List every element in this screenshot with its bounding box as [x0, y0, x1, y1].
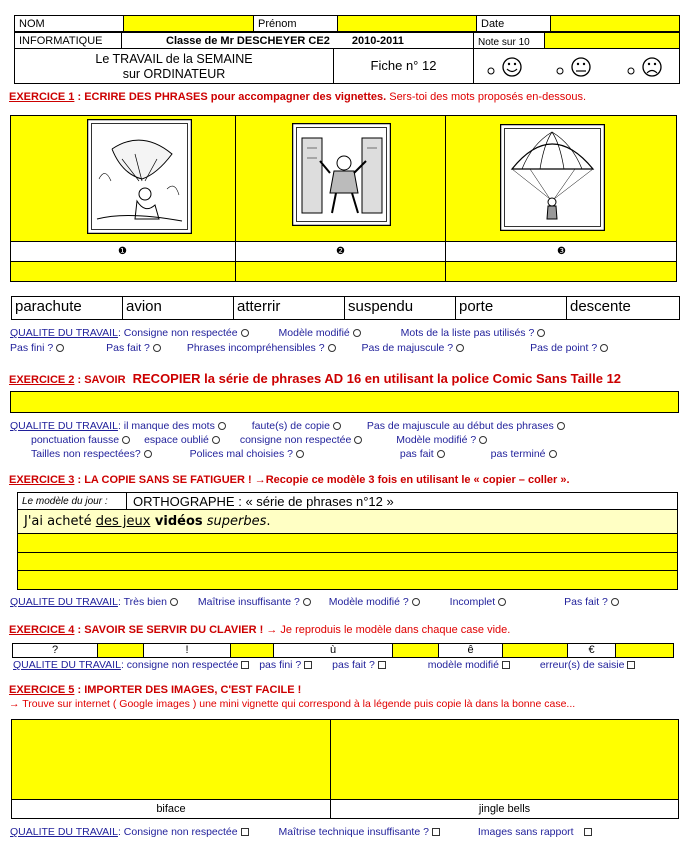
- ex2-q-mots: : il manque des mots: [117, 420, 215, 432]
- ex5-quality-label: QUALITE DU TRAVAIL: [10, 826, 118, 838]
- subject-text: INFORMATIQUE: [19, 35, 103, 47]
- ex4-q-pasfait: pas fait ?: [332, 659, 375, 671]
- ex2-heading: [9, 372, 621, 387]
- date-field[interactable]: [551, 16, 680, 32]
- vignette-3-image: [500, 124, 605, 231]
- ex3-q-modele: Modèle modifié ?: [328, 596, 409, 608]
- nom-field[interactable]: [124, 16, 254, 32]
- ex5-q-maitrise-checkbox[interactable]: [432, 828, 440, 836]
- char-model-3: ù: [273, 643, 393, 658]
- sentence-part-1: J'ai acheté: [24, 514, 96, 529]
- copy-row-2[interactable]: [18, 553, 677, 570]
- smiley-scale: [474, 49, 679, 83]
- word-2: avion: [122, 296, 234, 320]
- ex5-q-consigne-checkbox[interactable]: [241, 828, 249, 836]
- ex1-number: EXERCICE 1: [9, 91, 75, 103]
- ex1-q-pasfait-checkbox[interactable]: [153, 344, 161, 352]
- ex3-q-tresbien: : Très bien: [117, 596, 167, 608]
- ex1-quality-label: QUALITE DU TRAVAIL: [10, 327, 118, 339]
- ex3-title: : LA COPIE SANS SE FATIGUER !: [74, 474, 255, 486]
- ex4-q-pasfait-checkbox[interactable]: [378, 661, 386, 669]
- ex1-q-mots: Mots de la liste pas utilisés ?: [400, 327, 535, 339]
- copy-row-3[interactable]: [18, 571, 677, 589]
- class-cell: [121, 32, 474, 49]
- ex5-number: EXERCICE 5: [9, 684, 75, 696]
- panel-label-1: ❶: [118, 246, 127, 257]
- word-5: porte: [455, 296, 567, 320]
- ex2-q-modele: Modèle modifié ?: [396, 434, 477, 446]
- ex2-quality-line1: [10, 420, 568, 433]
- ex1-q-pasfini-checkbox[interactable]: [56, 344, 64, 352]
- subject-cell: [14, 32, 122, 49]
- ex3-quality-line: [10, 596, 622, 609]
- prenom-label: Prénom: [254, 16, 338, 32]
- ex1-quality-line1: [10, 327, 548, 340]
- char-model-4: ê: [438, 643, 503, 658]
- ex2-quality-label: QUALITE DU TRAVAIL: [10, 420, 118, 432]
- ex3-instruction: →Recopie ce modèle 3 fois en utilisant le « copier – coller ».: [254, 474, 570, 486]
- ex1-q-pasfait: Pas fait ?: [106, 342, 150, 354]
- ex1-q-point-checkbox[interactable]: [600, 344, 608, 352]
- ex1-quality-line2: [10, 342, 611, 355]
- char-field-4[interactable]: [502, 643, 568, 658]
- ex1-q-mots-checkbox[interactable]: [537, 329, 545, 337]
- ex1-title: : ECRIRE DES PHRASES pour accompagner des vignettes.: [74, 91, 387, 103]
- ex3-q-maitrise-checkbox[interactable]: [303, 598, 311, 606]
- ex2-q-majuscule-checkbox[interactable]: [557, 422, 565, 430]
- model-label: Le modèle du jour :: [22, 496, 108, 507]
- ex2-q-tailles: Tailles non respectées?: [31, 448, 141, 460]
- ex2-q-consigne: consigne non respectée: [239, 434, 352, 446]
- ex2-quality-line3: [31, 448, 560, 461]
- copy-row-1[interactable]: [18, 534, 677, 552]
- ex4-q-erreurs-checkbox[interactable]: [627, 661, 635, 669]
- ex4-q-pasfini: pas fini ?: [259, 659, 302, 671]
- ex1-q-pasfini: Pas fini ?: [10, 342, 54, 354]
- ex3-q-pasfait: Pas fait ?: [564, 596, 608, 608]
- ex4-q-consigne-checkbox[interactable]: [241, 661, 249, 669]
- image-drop-jingle-bells[interactable]: [330, 719, 679, 800]
- ex4-hint: → Je reproduis le modèle dans chaque case vide.: [266, 624, 511, 636]
- sentence-part-3: vidéos: [150, 514, 203, 529]
- sentence-part-5: .: [266, 514, 271, 529]
- ex4-number: EXERCICE 4: [9, 624, 75, 636]
- note-text: Note sur 10: [478, 37, 530, 48]
- sentence-part-4: superbes: [202, 514, 267, 529]
- image-drop-biface[interactable]: [11, 719, 331, 800]
- ex4-title: : SAVOIR SE SERVIR DU CLAVIER !: [74, 624, 267, 636]
- ex5-hint: → Trouve sur internet ( Google images ) une mini vignette qui correspond à la légende puis copie là dans la bonne case...: [9, 698, 576, 710]
- word-6: descente: [566, 296, 680, 320]
- ex2-q-tailles-checkbox[interactable]: [144, 450, 152, 458]
- ex1-q-majuscule-checkbox[interactable]: [456, 344, 464, 352]
- ex1-hint: Sers-toi des mots proposés en-dessous.: [386, 91, 587, 103]
- date-label: Date: [477, 16, 551, 32]
- ex1-q-modele-checkbox[interactable]: [353, 329, 361, 337]
- ex5-q-consigne: : Consigne non respectée: [117, 826, 238, 838]
- ex3-number: EXERCICE 3: [9, 474, 75, 486]
- header-table: [14, 15, 680, 32]
- ex4-q-pasfini-checkbox[interactable]: [304, 661, 312, 669]
- ex5-q-images-checkbox[interactable]: [584, 828, 592, 836]
- ex1-q-phrases-checkbox[interactable]: [328, 344, 336, 352]
- ex2-q-espace: espace oublié: [144, 434, 209, 446]
- keyboard-row: [12, 643, 678, 658]
- ex2-q-pasfait: pas fait: [399, 448, 434, 460]
- caption-jingle-bells: jingle bells: [330, 799, 679, 819]
- ex2-q-faute: faute(s) de copie: [251, 420, 330, 432]
- char-field-5[interactable]: [615, 643, 674, 658]
- ex5-quality-line: [10, 826, 595, 839]
- title-line2: sur ORDINATEUR: [122, 67, 226, 81]
- ex2-q-ponctuation-checkbox[interactable]: [122, 436, 130, 444]
- ex2-q-consigne-checkbox[interactable]: [354, 436, 362, 444]
- ex1-q-modele: Modèle modifié: [278, 327, 350, 339]
- ex2-q-faute-checkbox[interactable]: [333, 422, 341, 430]
- sentence-part-2: des jeux: [95, 514, 151, 529]
- ex3-heading: [9, 474, 570, 487]
- word-1: parachute: [11, 296, 123, 320]
- word-4: suspendu: [344, 296, 456, 320]
- model-sentence: [24, 514, 271, 529]
- fiche-cell: [333, 48, 474, 84]
- ex2-answer-field[interactable]: [10, 391, 679, 413]
- ex2-number: EXERCICE 2: [9, 374, 75, 386]
- ex4-q-modele: modèle modifié: [427, 659, 499, 671]
- ex1-heading: [9, 91, 586, 104]
- char-field-3[interactable]: [392, 643, 439, 658]
- ex2-q-mots-checkbox[interactable]: [218, 422, 226, 430]
- panel-label-3: ❸: [557, 246, 566, 257]
- ex2-q-pastermine: pas terminé: [490, 448, 546, 460]
- ex3-q-maitrise: Maîtrise insuffisante ?: [197, 596, 300, 608]
- model-title-cell: [126, 492, 678, 510]
- char-field-2[interactable]: [230, 643, 274, 658]
- ex2-q-polices-checkbox[interactable]: [296, 450, 304, 458]
- ex3-q-pasfait-checkbox[interactable]: [611, 598, 619, 606]
- fiche-text: Fiche n° 12: [370, 58, 437, 73]
- ex5-q-images: Images sans rapport: [477, 826, 574, 838]
- ex2-q-polices: Polices mal choisies ?: [189, 448, 293, 460]
- note-cell: [473, 32, 545, 49]
- ex1-q-consigne-checkbox[interactable]: [241, 329, 249, 337]
- nom-label: NOM: [15, 16, 124, 32]
- ex1-q-majuscule: Pas de majuscule ?: [361, 342, 454, 354]
- title-cell: [14, 48, 334, 84]
- word-3: atterrir: [233, 296, 345, 320]
- ex2-quality-line2: [31, 434, 490, 447]
- ex5-heading: [9, 684, 301, 697]
- char-model-5: €: [567, 643, 616, 658]
- ex3-q-incomplet-checkbox[interactable]: [498, 598, 506, 606]
- model-title: ORTHOGRAPHE : « série de phrases n°12 »: [133, 494, 394, 509]
- vignette-1-image: [87, 119, 192, 234]
- ex2-q-modele-checkbox[interactable]: [479, 436, 487, 444]
- prenom-field[interactable]: [338, 16, 477, 32]
- class-text: Classe de Mr DESCHEYER CE2: [166, 35, 330, 47]
- ex4-q-modele-checkbox[interactable]: [502, 661, 510, 669]
- ex1-q-consigne: : Consigne non respectée: [117, 327, 238, 339]
- char-field-1[interactable]: [97, 643, 144, 658]
- ex2-q-espace-checkbox[interactable]: [212, 436, 220, 444]
- ex3-quality-label: QUALITE DU TRAVAIL: [10, 596, 118, 608]
- ex5-title: : IMPORTER DES IMAGES, C'EST FACILE !: [74, 684, 302, 696]
- ex4-heading: [9, 624, 510, 637]
- ex3-q-incomplet: Incomplet: [449, 596, 496, 608]
- ex4-quality-line: [13, 659, 638, 672]
- ex2-q-pasfait-checkbox[interactable]: [437, 450, 445, 458]
- year-text: 2010-2011: [351, 35, 404, 47]
- char-model-2: !: [143, 643, 231, 658]
- model-label-cell: [17, 492, 127, 510]
- title-line1: Le TRAVAIL de la SEMAINE: [95, 52, 253, 66]
- ex2-instruction: RECOPIER la série de phrases AD 16 en utilisant la police Comic Sans Taille 12: [132, 371, 622, 386]
- word-bank: [11, 296, 680, 320]
- ex2-q-majuscule: Pas de majuscule au début des phrases: [366, 420, 554, 432]
- ex4-q-consigne: : consigne non respectée: [120, 659, 239, 671]
- note-field[interactable]: [544, 32, 680, 49]
- smiley-cell: [473, 48, 680, 84]
- ex1-q-phrases: Phrases incompréhensibles ?: [186, 342, 325, 354]
- panel-label-2: ❷: [336, 246, 345, 257]
- ex1-q-point: Pas de point ?: [530, 342, 598, 354]
- caption-biface: biface: [11, 799, 331, 819]
- ex2-q-pastermine-checkbox[interactable]: [549, 450, 557, 458]
- char-model-1: ?: [12, 643, 98, 658]
- ex3-q-tresbien-checkbox[interactable]: [170, 598, 178, 606]
- neutral-face-icon: [557, 58, 590, 76]
- ex2-title: : SAVOIR: [74, 374, 129, 386]
- ex5-q-maitrise: Maîtrise technique insuffisante ?: [278, 826, 429, 838]
- ex4-quality-label: QUALITE DU TRAVAIL: [13, 659, 121, 671]
- ex4-q-erreurs: erreur(s) de saisie: [539, 659, 625, 671]
- sad-face-icon: [628, 58, 661, 76]
- happy-face-icon: [488, 58, 521, 76]
- ex3-q-modele-checkbox[interactable]: [412, 598, 420, 606]
- vignette-2-image: [292, 123, 391, 226]
- ex2-q-ponctuation: ponctuation fausse: [31, 434, 120, 446]
